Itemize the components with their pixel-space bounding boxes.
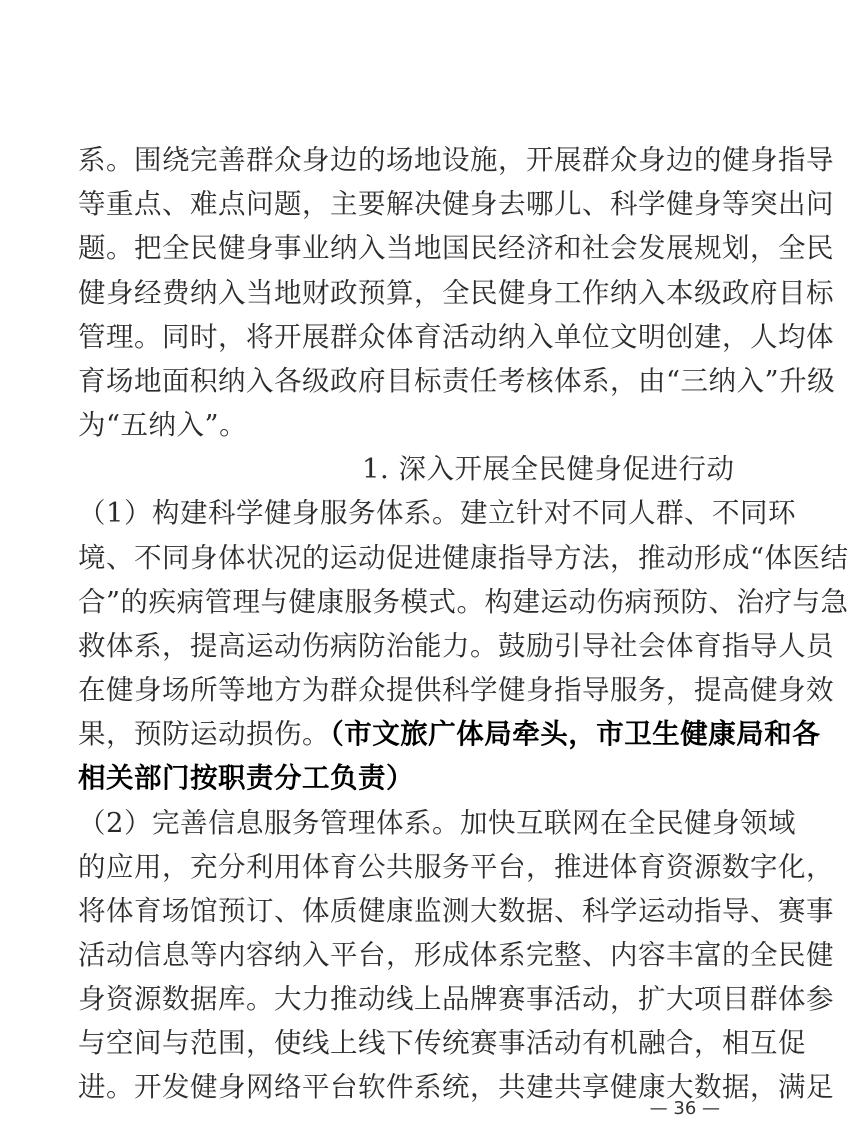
responsible-dept-bold: （市文旅广体局牵头，市卫生健康局和各	[330, 718, 821, 750]
section-heading: 1. 深入开展全民健身促进行动	[362, 453, 735, 485]
body-line: 为“五纳入”。	[78, 409, 248, 441]
body-line: 在健身场所等地方为群众提供科学健身指导服务，提高健身效	[78, 674, 834, 706]
body-line: 合”的疾病管理与健康服务模式。构建运动伤病预防、治疗与急	[78, 586, 849, 618]
body-line: 育场地面积纳入各级政府目标责任考核体系，由“三纳入”升级	[78, 365, 836, 397]
body-line: 系。围绕完善群众身边的场地设施，开展群众身边的健身指导	[78, 144, 834, 176]
body-line: 身资源数据库。大力推动线上品牌赛事活动，扩大项目群体参	[78, 983, 834, 1015]
body-line: 活动信息等内容纳入平台，形成体系完整、内容丰富的全民健	[78, 939, 834, 971]
body-line: 的应用，充分利用体育公共服务平台，推进体育资源数字化，	[78, 851, 834, 883]
body-line: （2）完善信息服务管理体系。加快互联网在全民健身领域	[78, 807, 796, 839]
body-line: 健身经费纳入当地财政预算，全民健身工作纳入本级政府目标	[78, 277, 834, 309]
body-line-mixed	[78, 714, 821, 754]
body-line: 进。开发健身网络平台软件系统，共建共享健康大数据，满足	[78, 1071, 834, 1103]
page-number: — 36 —	[649, 1098, 720, 1119]
body-line: 救体系，提高运动伤病防治能力。鼓励引导社会体育指导人员	[78, 630, 834, 662]
body-line: 与空间与范围，使线上线下传统赛事活动有机融合，相互促	[78, 1027, 806, 1059]
body-line: 题。把全民健身事业纳入当地国民经济和社会发展规划，全民	[78, 232, 834, 264]
body-text: 果，预防运动损伤。	[78, 718, 330, 750]
responsible-dept-bold: 相关部门按职责分工负责）	[78, 762, 414, 794]
body-line: 管理。同时，将开展群众体育活动纳入单位文明创建，人均体	[78, 321, 834, 353]
body-line: 等重点、难点问题，主要解决健身去哪儿、科学健身等突出问	[78, 188, 834, 220]
body-line: 境、不同身体状况的运动促进健康指导方法，推动形成“体医结	[78, 542, 849, 574]
body-line: （1）构建科学健身服务体系。建立针对不同人群、不同环	[78, 497, 796, 529]
body-line: 将体育场馆预订、体质健康监测大数据、科学运动指导、赛事	[78, 895, 834, 927]
